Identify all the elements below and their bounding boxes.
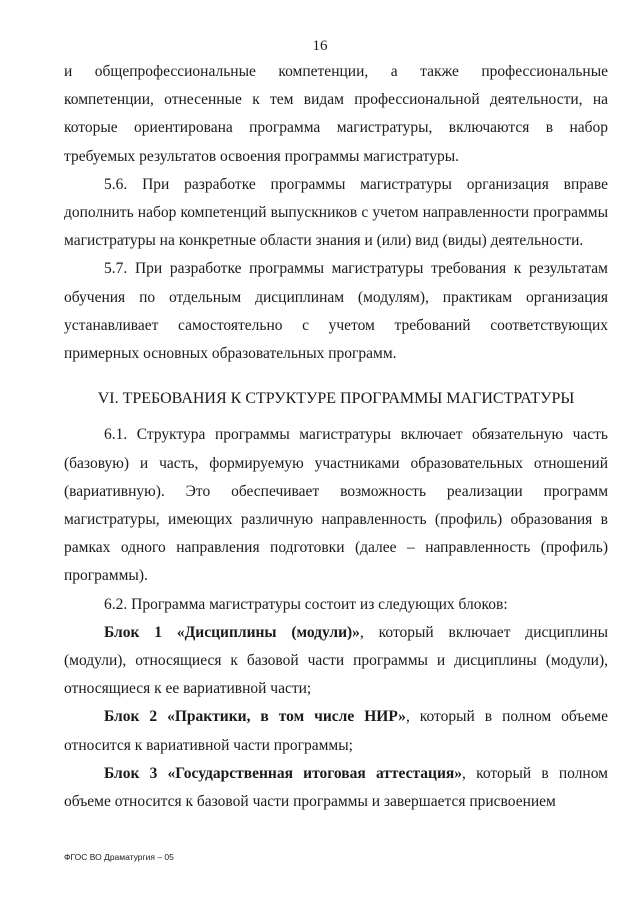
block-2-text: , который в полном объеме относится к вариативной части программы; — [64, 708, 608, 754]
paragraph-5-6: 5.6. При разработке программы магистратуры организация вправе дополнить набор компетенций выпускников с учетом направленности программы магистратуры на конкретные области знания и (или) вид (виды) деятельности. — [64, 175, 608, 250]
paragraph-6-1: 6.1. Структура программы магистратуры включает обязательную часть (базовую) и часть, формируемую участниками образовательных отношений (вариативную). Это обеспечивает возможность реализации программ магистратуры, имеющих различную направленность (профиль) образования в рамках одного направления подготовки (далее – направленность (профиль) программы). — [64, 426, 608, 585]
block-2-item — [64, 703, 608, 759]
block-3-item — [64, 760, 608, 816]
block-3-text: , который в полном объеме относится к базовой части программы и завершается присвоением — [64, 764, 608, 811]
page-number: 16 — [312, 38, 328, 54]
block-2-title: Блок 2 «Практики, в том числе НИР» — [104, 708, 406, 726]
block-1-title: Блок 1 «Дисциплины (модули)» — [104, 623, 360, 641]
paragraph-continuation: и общепрофессиональные компетенции, а также профессиональные компетенции, отнесенные к тем видам профессиональной деятельности, на которые ориентирована программа магистратуры, включаются в набор требуемых результатов освоения программы магистратуры. — [64, 63, 608, 165]
document-body — [64, 58, 608, 816]
block-3-title: Блок 3 «Государственная итоговая аттестация» — [104, 764, 463, 782]
block-1-text: , который включает дисциплины (модули), относящиеся к базовой части программы и дисциплины (модули), относящиеся к ее вариативной части; — [64, 623, 608, 698]
paragraph-5-7: 5.7. При разработке программы магистратуры требования к результатам обучения по отдельным дисциплинам (модулям), практикам организация устанавливает самостоятельно с учетом требований соответствующих примерных основных образовательных программ. — [64, 260, 608, 363]
section-heading: VI. ТРЕБОВАНИЯ К СТРУКТУРЕ ПРОГРАММЫ МАГИСТРАТУРЫ — [97, 390, 575, 408]
block-1-item — [64, 619, 608, 704]
paragraph-6-2: 6.2. Программа магистратуры состоит из следующих блоков: — [104, 595, 508, 613]
document-footer: ФГОС ВО Драматургия – 05 — [64, 852, 174, 862]
